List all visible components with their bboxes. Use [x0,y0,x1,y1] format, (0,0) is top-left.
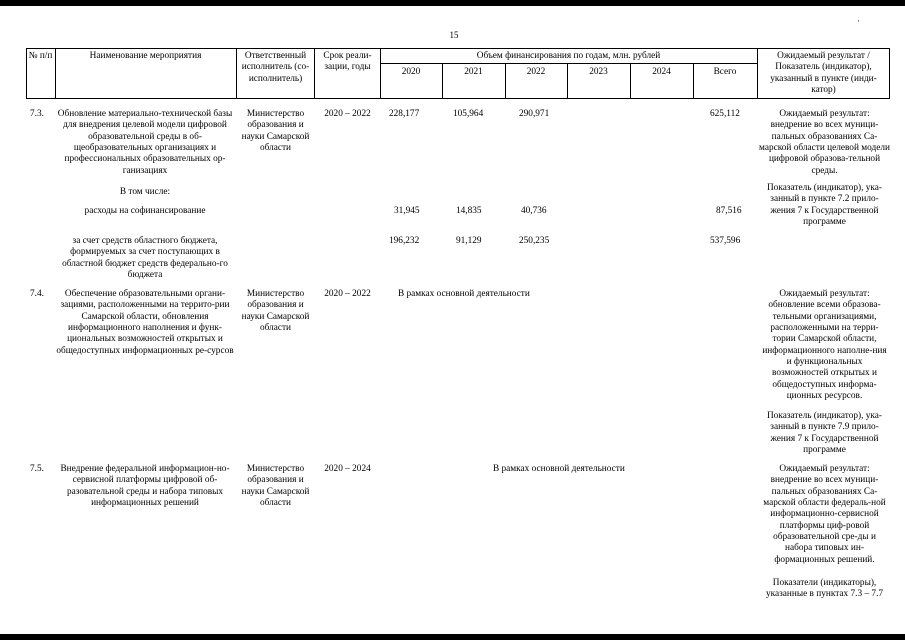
sub-value-total: 87,516 [716,206,742,216]
header-responsible: Ответственный исполнитель (со-исполнитель) [241,51,310,84]
row-responsible: Министерство образования и науки Самарской области [241,464,310,508]
row-result: Ожидаемый результат: внедрение во всех муници-пальных образованиях Са-марской области федераль-ной информационно-сервисной платформы циф-ровой образовательной сре-ды и набора типовых ин-формационных решений. [763,464,886,565]
financing-note: В рамках основной деятельности [493,464,625,474]
header-total: Всего [713,67,737,77]
header-name: Наименование мероприятия [89,51,202,61]
header-year-2022: 2022 [526,67,546,77]
sub-value-total: 537,596 [710,236,741,246]
row-result: Ожидаемый результат: внедрение во всех муници-пальных образованиях Са-марской области целевой модели цифровой образова-тельной среды. [759,109,890,176]
in-that-number-label: В том числе: [119,187,171,197]
header-financing: Объем финансирования по годам, млн. рублей [476,51,661,61]
row-name: Обеспечение образовательными органи-зациями, расположенными на террито-рии Самарской области, обновления информационного наполнения и функ-циональных возможностей открытых и общедоступных информационных ре-сурсов [56,289,234,356]
header-year-2020: 2020 [401,67,421,77]
row-responsible: Министерство образования и науки Самарской области [241,109,310,153]
top-border [0,0,905,6]
bottom-border [0,634,905,640]
row-num: 7.4. [30,289,44,299]
corner-mark: · [857,16,860,26]
row-term: 2020 – 2024 [324,464,371,474]
sub-row-name: за счет средств областного бюджета, формируемых за счет поступающих в областной бюджет средств федерально-го бюджета [62,236,228,280]
financing-note: В рамках основной деятельности [398,289,530,299]
row-term: 2020 – 2022 [324,109,371,119]
value-2020: 228,177 [389,109,420,119]
row-indicator: Показатели (индикаторы), указанные в пунктах 7.3 – 7.7 [765,578,884,600]
header-result: Ожидаемый результат / Показатель (индикатор), указанный в пункте (инди-катор) [770,51,877,95]
sub-value-2020: 31,945 [394,206,420,216]
page-number: 15 [449,30,459,40]
row-term: 2020 – 2022 [324,289,371,299]
row-num: 7.5. [30,464,44,474]
sub-value-2022: 40,736 [521,206,547,216]
row-indicator: Показатель (индикатор), ука-занный в пункте 7.9 прило-жения 7 к Государственной программе [766,411,883,455]
row-num: 7.3. [30,109,44,119]
row-result: Ожидаемый результат: обновление всеми образова-тельными организациями, расположенными на терри-тории Самарской области, информационного наполне-ния и функциональных возможностей открытых и общедоступных информа-ционных ресурсов. [762,289,887,401]
row-responsible: Министерство образования и науки Самарской области [241,289,310,333]
value-2022: 290,971 [519,109,550,119]
sub-value-2021: 14,835 [456,206,482,216]
sub-value-2020: 196,232 [389,236,420,246]
row-indicator: Показатель (индикатор), ука-занный в пункте 7.2 прило-жения 7 к Государственной программе [766,183,883,227]
value-2021: 105,964 [453,109,484,119]
sub-value-2021: 91,129 [456,236,482,246]
sub-row-name: расходы на софинансирование [84,206,206,216]
value-total: 625,112 [710,109,740,119]
header-term: Срок реали-зации, годы [323,51,372,73]
header-num: № п/п [28,51,53,61]
header-year-2024: 2024 [652,67,671,77]
sub-value-2022: 250,235 [519,236,550,246]
header-year-2023: 2023 [589,67,608,77]
row-name: Внедрение федеральной информацион-но-сервисной платформы цифровой об-разовательной среды и набора типовых информационных решений [60,464,230,508]
row-name: Обновление материально-технической базы для внедрения целевой модели цифровой образовательной среды в об-щеобразовательных организациях и профессиональных образовательных ор-ганизациях [57,109,233,176]
header-year-2021: 2021 [464,67,483,77]
